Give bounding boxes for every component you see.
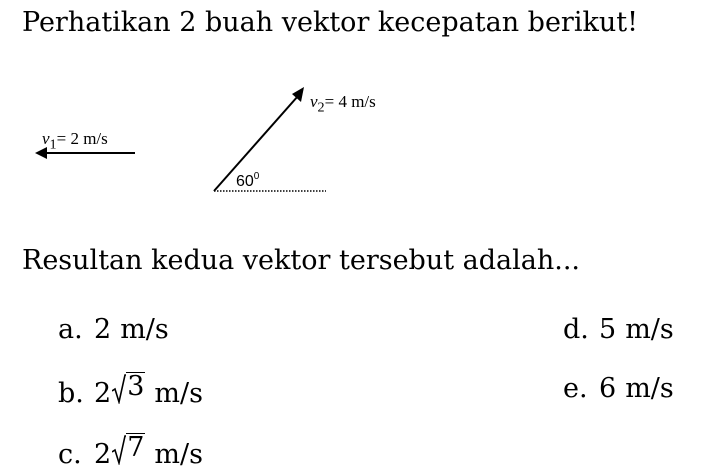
v1-label (42, 129, 108, 154)
option-c-radicand: 7 (127, 432, 145, 463)
radical-sign-icon (112, 374, 126, 404)
option-b-value (94, 372, 203, 411)
option-c-value (94, 433, 203, 472)
v2-subscript: 2 (317, 99, 325, 116)
option-a-coef: 2 (94, 314, 112, 345)
option-b-letter: b. (58, 378, 84, 409)
question-text: Perhatikan 2 buah vektor kecepatan berikut! (22, 7, 638, 38)
v2-symbol: v (310, 92, 318, 111)
option-b-unit: m/s (154, 378, 203, 409)
option-e-value (599, 372, 674, 406)
option-a-unit: m/s (120, 314, 169, 345)
option-d-letter: d. (563, 314, 589, 345)
option-e-coef: 6 (599, 373, 617, 404)
option-e-unit: m/s (625, 373, 674, 404)
v2-value: = 4 m/s (324, 92, 376, 111)
v1-subscript: 1 (49, 136, 57, 153)
vector-figure (0, 0, 709, 230)
option-c-sqrt (112, 433, 145, 463)
option-d-unit: m/s (625, 314, 674, 345)
prompt-text: Resultan kedua vektor tersebut adalah... (22, 245, 581, 276)
angle-degree-mark: 0 (253, 171, 260, 182)
option-d-value (599, 313, 674, 347)
option-e-letter: e. (563, 373, 588, 404)
v2-label (310, 92, 376, 117)
option-e[interactable] (563, 372, 674, 406)
option-a[interactable] (58, 313, 169, 347)
option-b-coef: 2 (94, 378, 112, 409)
option-b-radicand: 3 (127, 371, 145, 402)
option-d[interactable] (563, 313, 674, 347)
v1-value: = 2 m/s (56, 129, 108, 148)
option-d-coef: 5 (599, 314, 617, 345)
option-c[interactable] (58, 433, 203, 472)
radical-sign-icon (112, 435, 126, 465)
option-c-letter: c. (58, 439, 82, 470)
angle-value: 60 (236, 173, 254, 190)
option-c-unit: m/s (154, 439, 203, 470)
option-c-coef: 2 (94, 439, 112, 470)
angle-label (236, 167, 259, 192)
option-a-value (94, 313, 169, 347)
option-b[interactable] (58, 372, 203, 411)
v1-symbol: v (42, 129, 50, 148)
option-b-sqrt (112, 372, 145, 402)
option-a-letter: a. (58, 314, 83, 345)
